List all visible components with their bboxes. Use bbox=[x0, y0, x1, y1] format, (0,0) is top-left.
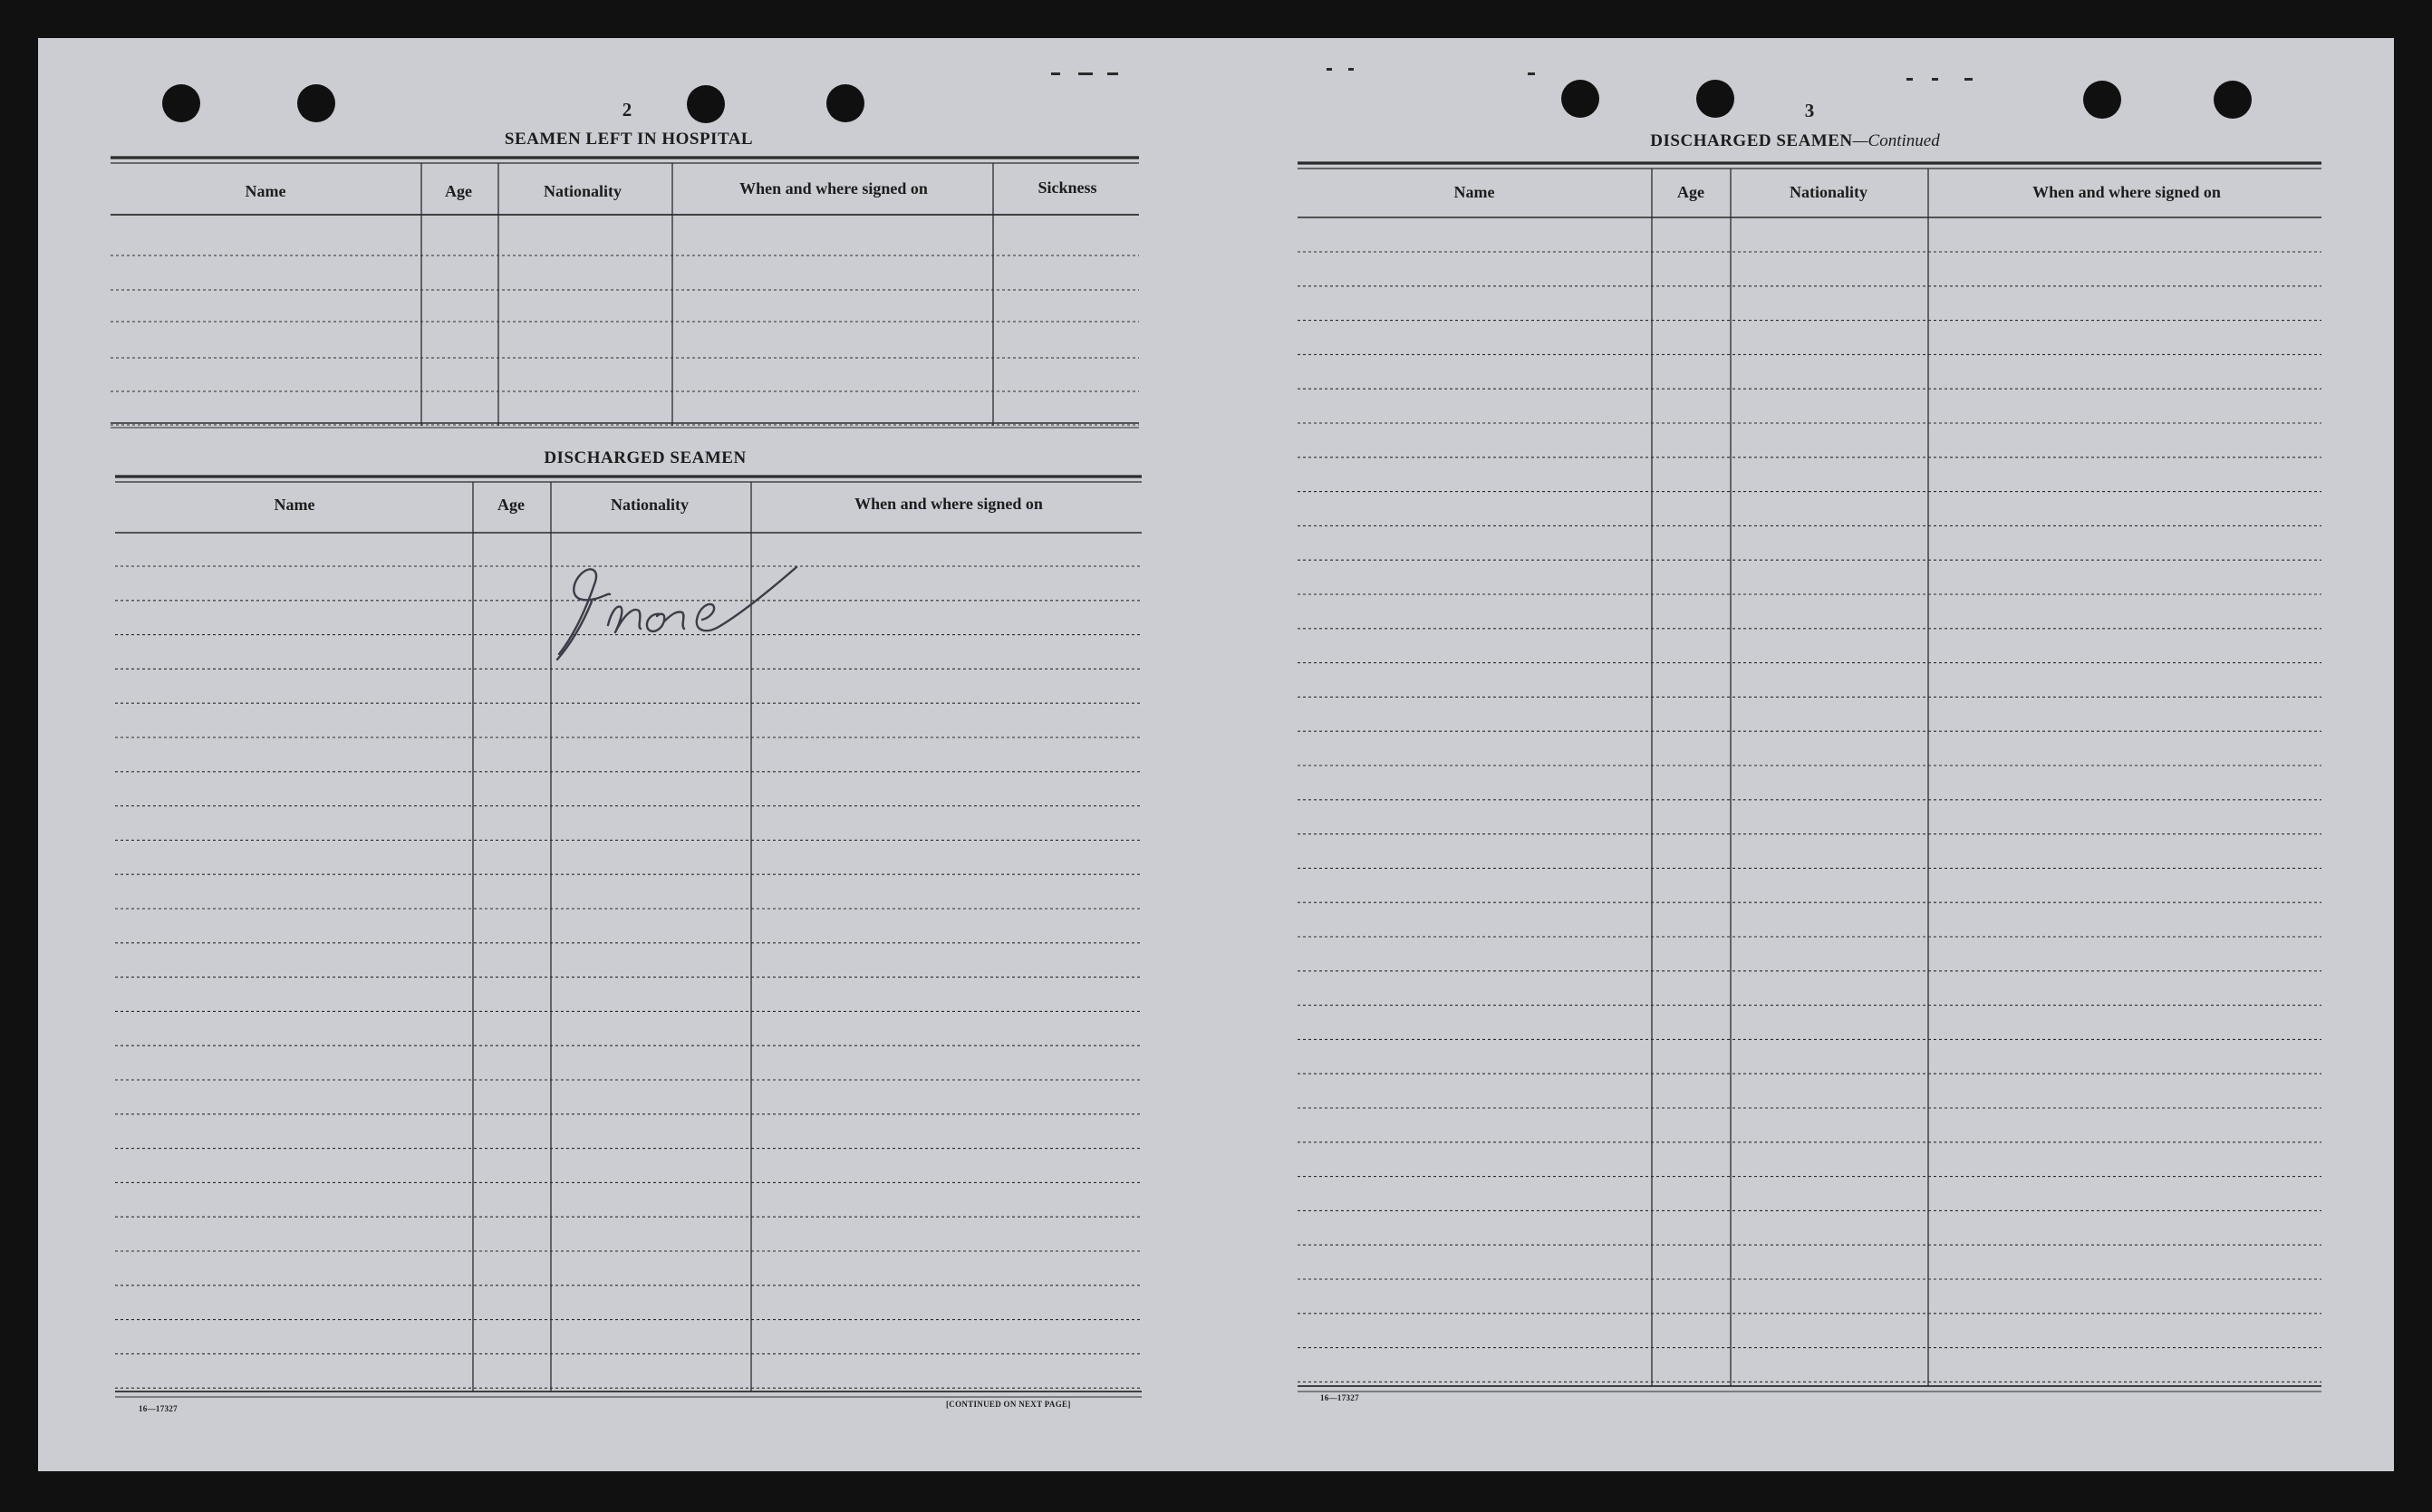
bleed-through-mark bbox=[1051, 72, 1060, 75]
punch-hole bbox=[687, 85, 725, 123]
page-number: 3 bbox=[1804, 100, 1815, 121]
column-header-signed-on: When and where signed on bbox=[2032, 183, 2221, 201]
bleed-through-mark bbox=[1528, 72, 1535, 75]
handwritten-none bbox=[532, 538, 840, 692]
bleed-through-mark bbox=[1906, 78, 1913, 81]
punch-hole bbox=[297, 84, 335, 122]
discharged-continued-title bbox=[1650, 131, 1939, 151]
punch-hole bbox=[826, 84, 864, 122]
bleed-through-mark bbox=[1964, 78, 1973, 81]
column-header-nationality: Nationality bbox=[610, 496, 690, 514]
section-title-text: DISCHARGED SEAMEN bbox=[1650, 131, 1853, 150]
punch-hole bbox=[2083, 81, 2121, 119]
column-header-name: Name bbox=[274, 496, 315, 514]
document-sheet bbox=[38, 38, 2394, 1471]
form-number: 16—17327 bbox=[139, 1404, 178, 1413]
column-header-name: Name bbox=[1453, 183, 1495, 201]
column-header-nationality: Nationality bbox=[543, 182, 622, 200]
page-number: 2 bbox=[622, 99, 632, 120]
punch-hole bbox=[1561, 80, 1599, 118]
column-header-name: Name bbox=[245, 182, 286, 200]
punch-hole bbox=[1696, 80, 1734, 118]
bleed-through-mark bbox=[1348, 68, 1354, 71]
column-header-signed-on: When and where signed on bbox=[739, 179, 928, 197]
form-ruling bbox=[38, 38, 2394, 1471]
form-number: 16—17327 bbox=[1320, 1393, 1359, 1402]
column-header-sickness: Sickness bbox=[1037, 178, 1097, 197]
column-header-age: Age bbox=[497, 496, 525, 514]
column-header-age: Age bbox=[1677, 183, 1704, 201]
punch-hole bbox=[2214, 81, 2252, 119]
punch-hole bbox=[162, 84, 200, 122]
bleed-through-mark bbox=[1327, 68, 1332, 71]
continued-note: [CONTINUED ON NEXT PAGE] bbox=[946, 1400, 1071, 1409]
bleed-through-mark bbox=[1078, 72, 1093, 75]
bleed-through-mark bbox=[1107, 72, 1118, 75]
column-header-signed-on: When and where signed on bbox=[854, 495, 1043, 513]
hospital-section-title: SEAMEN LEFT IN HOSPITAL bbox=[504, 130, 754, 149]
bleed-through-mark bbox=[1932, 78, 1938, 81]
section-title-suffix: —Continued bbox=[1852, 131, 1940, 150]
column-header-nationality: Nationality bbox=[1789, 183, 1868, 201]
column-header-age: Age bbox=[445, 182, 472, 200]
discharged-section-title: DISCHARGED SEAMEN bbox=[544, 448, 747, 467]
